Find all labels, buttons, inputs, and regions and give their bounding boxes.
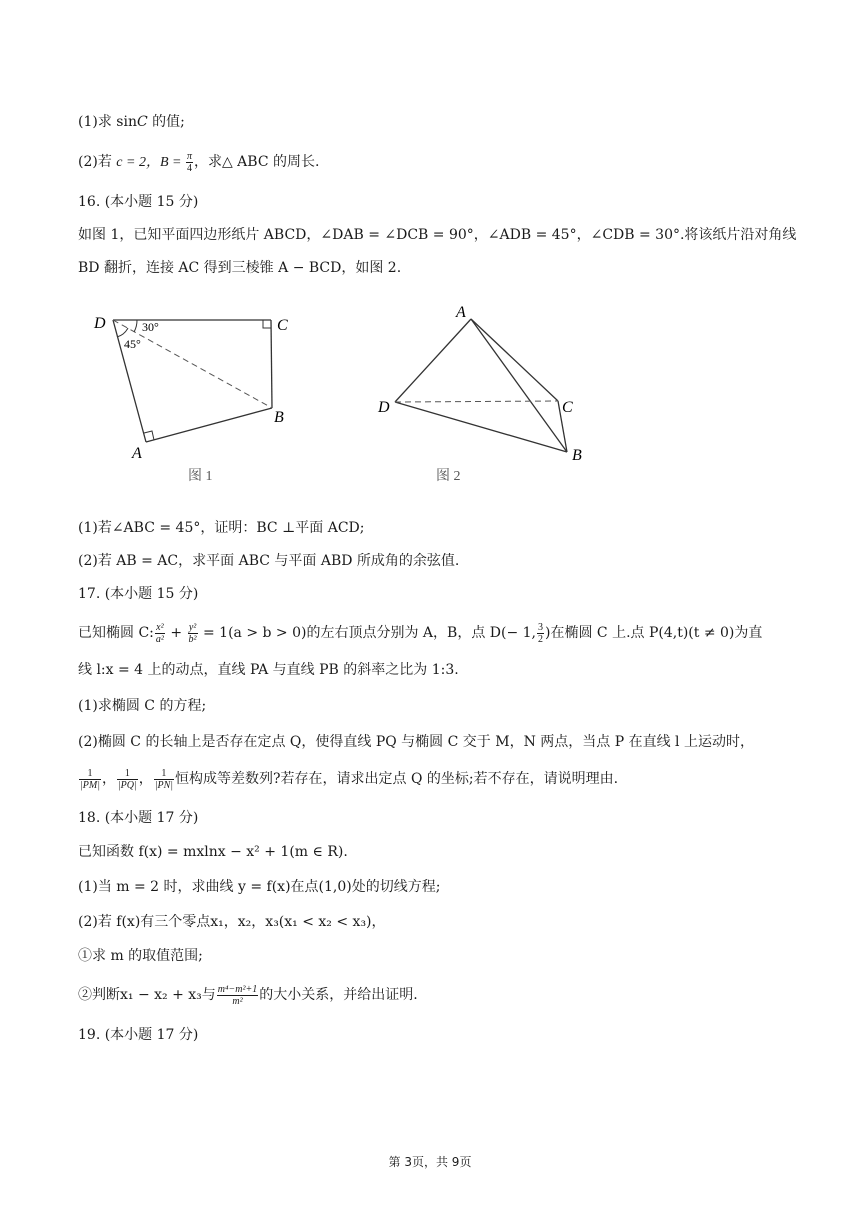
q15-part2-suffix: ，求△ ABC 的周长. (193, 154, 320, 170)
q16-header-text: 16. (本小题 15 分) (78, 194, 199, 210)
fraction-denominator: b² (188, 633, 197, 645)
q17-stem-suffix: )在椭圆 C 上.点 P(4,t)(t ≠ 0)为直 (545, 625, 763, 641)
q16-part2-text: (2)若 AB = AC，求平面 ABC 与平面 ABD 所成角的余弦值. (78, 553, 460, 569)
q18-part2-text: (2)若 f(x)有三个零点x₁，x₂，x₃(x₁ < x₂ < x₃)， (78, 914, 386, 930)
fraction-x2-over-a2 (155, 622, 165, 645)
fraction-numerator: π (186, 150, 192, 162)
q17-part2-line2 (78, 764, 618, 794)
caption-figure-1: 图 1 (188, 469, 213, 484)
q18-sub1-text: ①求 m 的取值范围; (78, 948, 203, 964)
fraction-denominator: a² (155, 633, 164, 645)
angle-arc-45 (117, 328, 128, 337)
fraction-numerator: 1 (154, 768, 174, 780)
q18-header-text: 18. (本小题 17 分) (78, 810, 199, 826)
fraction-denominator: 2 (538, 633, 543, 645)
q17-stem-line1 (78, 620, 762, 646)
hidden-edge-DC (395, 401, 558, 402)
label-D: D (378, 399, 390, 416)
fraction-3-over-2 (537, 622, 544, 645)
fraction-denominator: |PQ| (117, 779, 137, 791)
q16-stem-line2 (78, 258, 401, 278)
q17-part2-suffix: 恒构成等差数列?若存在，请求出定点 Q 的坐标;若不存在，请说明理由. (175, 771, 619, 787)
fraction-numerator: 1 (117, 768, 138, 780)
label-A: A (456, 304, 466, 321)
label-B: B (274, 409, 284, 426)
fraction-numerator: 3 (538, 621, 543, 633)
angle-label-30: 30° (142, 320, 159, 334)
fraction-y2-over-b2 (188, 622, 198, 645)
q15-part1 (78, 112, 185, 132)
q16-part1-text: (1)若∠ABC = 45°，证明：BC ⊥平面 ACD; (78, 520, 365, 536)
q18-part2 (78, 912, 386, 932)
q17-part1-text: (1)求椭圆 C 的方程; (78, 698, 207, 714)
fraction-denominator: m² (232, 995, 243, 1007)
edge-AC (471, 319, 558, 401)
q15-part1-text: (1)求 sin𝐶 的值; (78, 114, 185, 130)
figure-1 (80, 300, 320, 500)
label-D: D (94, 315, 106, 332)
fraction-numerator: m⁴−m²+1 (217, 983, 258, 995)
q16-part1 (78, 518, 364, 538)
edge-CB (271, 320, 272, 408)
q17-part2-text: (2)椭圆 C 的长轴上是否存在定点 Q，使得直线 PQ 与椭圆 C 交于 M，N 两点，当点 P 在直线 l 上运动时， (78, 734, 754, 750)
fraction-numerator: y² (188, 621, 197, 633)
fraction-pi-over-4 (186, 151, 193, 174)
figure-2 (370, 295, 610, 495)
q17-header (78, 584, 198, 604)
label-A: A (132, 445, 142, 462)
label-B: B (572, 447, 582, 464)
q18-part1-text: (1)当 m = 2 时，求曲线 y = f(x)在点(1,0)处的切线方程; (78, 879, 441, 895)
fraction-denominator: |PN| (154, 779, 174, 791)
q17-header-text: 17. (本小题 15 分) (78, 586, 199, 602)
q15-part2 (78, 150, 319, 175)
q19-header (78, 1025, 198, 1045)
q17-stem-line2-text: 线 l:x = 4 上的动点，直线 PA 与直线 PB 的斜率之比为 1:3. (78, 662, 459, 678)
fraction-1-over-PM (79, 768, 101, 791)
fraction-1-over-PQ (117, 768, 138, 791)
q17-stem-middle: = 1(a > b > 0)的左右顶点分别为 A，B，点 D(− 1, (198, 625, 536, 641)
q17-part1 (78, 696, 206, 716)
edge-AB (471, 319, 567, 452)
q16-header (78, 192, 198, 212)
angle-label-45: 45° (124, 337, 141, 351)
edge-AD (395, 319, 471, 402)
q18-sub2-suffix: 的大小关系，并给出证明. (259, 987, 418, 1003)
q18-stem-text: 已知函数 f(x) = mxlnx − x² + 1(m ∈ R). (78, 844, 348, 860)
angle-arc-30 (134, 320, 137, 332)
separator: ， (138, 771, 153, 787)
label-C: C (277, 317, 288, 334)
page-footer: 第 3页，共 9页 (388, 1155, 472, 1169)
fraction-denominator: |PM| (80, 779, 100, 791)
q18-sub2-prefix: ②判断x₁ − x₂ + x₃与 (78, 987, 216, 1003)
q18-part1 (78, 877, 440, 897)
q16-stem-line1-text: 如图 1，已知平面四边形纸片 ABCD，∠DAB = ∠DCB = 90°，∠ADB = 45°，∠CDB = 30°.将该纸片沿对角线 (78, 227, 797, 243)
edge-BA (146, 408, 272, 442)
q15-part2-prefix: (2)若 (78, 154, 117, 170)
fraction-m-expression (217, 984, 258, 1007)
q18-sub2 (78, 980, 418, 1010)
q16-stem-line2-text: BD 翻折，连接 AC 得到三棱锥 A − BCD，如图 2. (78, 260, 402, 276)
q18-header (78, 808, 198, 828)
q15-part2-expr: c = 2，B = (116, 155, 185, 170)
edge-DB (395, 402, 567, 452)
fraction-1-over-PN (154, 768, 174, 791)
fraction-numerator: x² (156, 621, 164, 633)
diagonal-DB (113, 320, 272, 408)
q16-part2 (78, 551, 459, 571)
label-C: C (562, 399, 573, 416)
q18-sub1 (78, 946, 203, 966)
fraction-numerator: 1 (79, 768, 101, 780)
q19-header-text: 19. (本小题 17 分) (78, 1027, 199, 1043)
plus-sign: + (165, 625, 187, 641)
q16-stem-line1 (78, 225, 796, 245)
q17-stem-line2 (78, 660, 459, 680)
q18-stem (78, 842, 348, 862)
caption-figure-2: 图 2 (436, 469, 461, 484)
fraction-denominator: 4 (186, 162, 192, 174)
q17-stem-prefix: 已知椭圆 C: (78, 625, 154, 641)
q17-part2-line1 (78, 732, 754, 752)
right-angle-mark-C (263, 320, 271, 328)
separator: ， (101, 771, 116, 787)
